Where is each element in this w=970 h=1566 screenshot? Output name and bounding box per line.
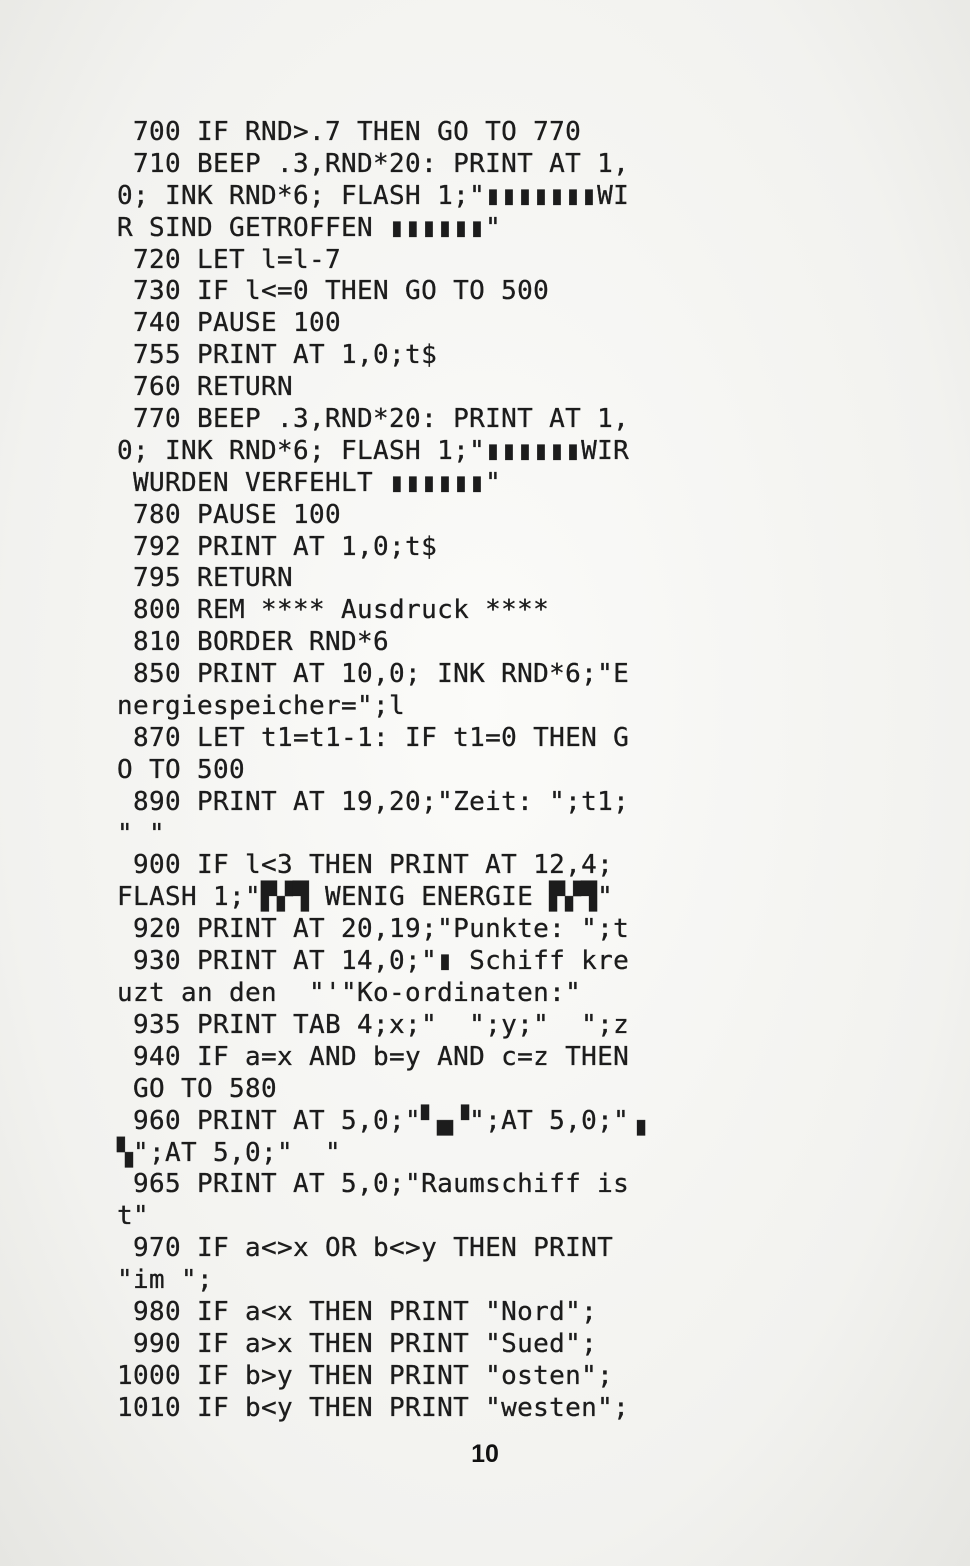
code-line: 1000 IF b>y THEN PRINT "osten"; bbox=[117, 1360, 614, 1391]
basic-program-listing bbox=[117, 117, 937, 1425]
code-line: 900 IF l<3 THEN PRINT AT 12,4; bbox=[117, 850, 614, 881]
code-line: 730 IF l<=0 THEN GO TO 500 bbox=[117, 276, 550, 307]
code-line: O TO 500 bbox=[117, 754, 246, 785]
code-line: 935 PRINT TAB 4;x;" ";y;" ";z bbox=[117, 1009, 630, 1040]
code-line: 0; INK RND*6; FLASH 1;"▮▮▮▮▮▮WIR bbox=[117, 435, 630, 466]
code-line: 870 LET t1=t1-1: IF t1=0 THEN G bbox=[117, 722, 630, 753]
code-line: 792 PRINT AT 1,0;t$ bbox=[117, 531, 438, 562]
page-number: 10 bbox=[471, 1440, 499, 1468]
code-line: 720 LET l=l-7 bbox=[117, 244, 342, 275]
code-line: "im "; bbox=[117, 1265, 214, 1296]
code-line: 740 PAUSE 100 bbox=[117, 308, 342, 339]
code-line: ▚";AT 5,0;" " bbox=[117, 1137, 342, 1168]
code-line: 755 PRINT AT 1,0;t$ bbox=[117, 340, 438, 371]
code-line: 920 PRINT AT 20,19;"Punkte: ";t bbox=[117, 914, 630, 945]
code-line: 0; INK RND*6; FLASH 1;"▮▮▮▮▮▮▮WI bbox=[117, 180, 630, 211]
code-line: 700 IF RND>.7 THEN GO TO 770 bbox=[117, 117, 582, 147]
code-line: 760 RETURN bbox=[117, 372, 294, 403]
code-line: 800 REM **** Ausdruck **** bbox=[117, 595, 550, 626]
code-line: GO TO 580 bbox=[117, 1073, 278, 1104]
code-line: R SIND GETROFFEN ▮▮▮▮▮▮" bbox=[117, 212, 502, 243]
code-line: FLASH 1;"▛▞▜ WENIG ENERGIE ▛▞▜" bbox=[117, 882, 614, 913]
code-line: 930 PRINT AT 14,0;"▮ Schiff kre bbox=[117, 946, 630, 977]
code-line: 940 IF a=x AND b=y AND c=z THEN bbox=[117, 1041, 630, 1072]
code-line: 980 IF a<x THEN PRINT "Nord"; bbox=[117, 1296, 598, 1327]
code-line: WURDEN VERFEHLT ▮▮▮▮▮▮" bbox=[117, 467, 502, 498]
code-line: 710 BEEP .3,RND*20: PRINT AT 1, bbox=[117, 148, 630, 179]
code-line: uzt an den "'"Ko-ordinaten:" bbox=[117, 978, 582, 1009]
code-line: 960 PRINT AT 5,0;"▘▄▝";AT 5,0;"▗ bbox=[117, 1105, 646, 1136]
code-line: 965 PRINT AT 5,0;"Raumschiff is bbox=[117, 1169, 630, 1200]
code-line: 970 IF a<>x OR b<>y THEN PRINT bbox=[117, 1233, 614, 1264]
code-line: 850 PRINT AT 10,0; INK RND*6;"E bbox=[117, 659, 630, 690]
code-line: 1010 IF b<y THEN PRINT "westen"; bbox=[117, 1392, 630, 1423]
code-line: t" bbox=[117, 1201, 150, 1232]
code-line: 780 PAUSE 100 bbox=[117, 499, 342, 530]
code-line: 795 RETURN bbox=[117, 563, 294, 594]
code-line: 770 BEEP .3,RND*20: PRINT AT 1, bbox=[117, 404, 630, 435]
code-line: 810 BORDER RND*6 bbox=[117, 627, 390, 658]
code-line: 990 IF a>x THEN PRINT "Sued"; bbox=[117, 1328, 598, 1359]
code-line: nergiespeicher=";l bbox=[117, 691, 406, 722]
code-line: 890 PRINT AT 19,20;"Zeit: ";t1; bbox=[117, 786, 630, 817]
code-line: " " bbox=[117, 818, 166, 849]
